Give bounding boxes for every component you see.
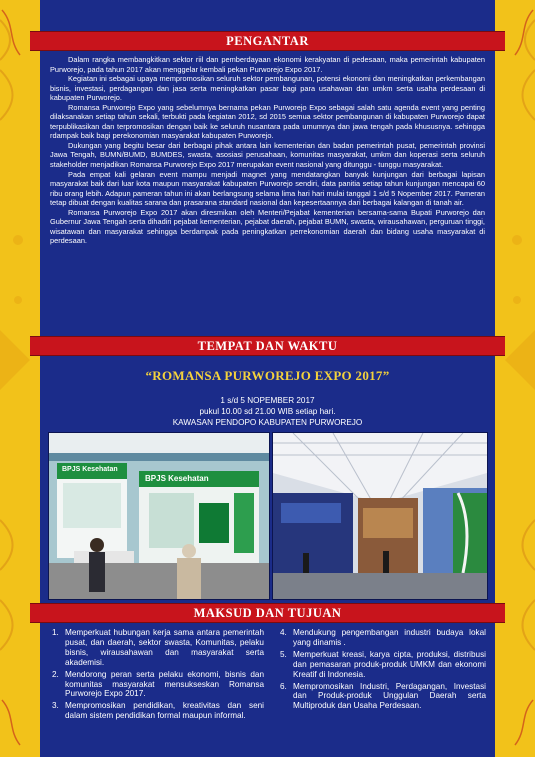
objectives-left-list <box>52 628 264 723</box>
pengantar-paragraph: Dukungan yang begitu besar dari berbagai pihak antara lain kementerian dan badan pemerintah pusat, pemerintah provinsi Jawa Tengah, BUMN/BUMD, BUMDES, swasta, asosiasi perusahaan, komunitas masyarakat, umkm dan koperasi serta seluruh stakeholder menjadikan Romansa Purworejo Expo 2017 merupakan event nasional yang ditunggu - tunggu masyarakat. <box>50 140 485 170</box>
booth-sign-left: BPJS Kesehatan <box>62 466 118 473</box>
photo-bpjs-booth <box>48 432 270 600</box>
pengantar-paragraph: Dalam rangka membangkitkan sektor riil dan pemberdayaan ekonomi kerakyatan di pedesaan, maka pemerintah kabupaten Purworejo, pada tahun 2017 akan menggelar kembali pekan Purworejo Expo 2017. <box>50 55 485 74</box>
pengantar-paragraph: Kegiatan ini sebagai upaya mempromosikan seluruh sektor pembangunan, potensi ekonomi dan meningkatkan perkembangan bisnis, investasi, perdagangan dan jasa serta meningkatkan pasar bagi para usahawan dan umkm serta usaha perdesaan di kabupaten Purworejo. <box>50 74 485 103</box>
section-heading-pengantar: PENGANTAR <box>30 31 505 51</box>
list-text: Memperkuat kreasi, karya cipta, produksi, distribusi dan pemasaran produk-produk UMKM dan ekonomi Kreatif di Indonesia. <box>293 649 486 679</box>
list-text: Mempromosikan pendidikan, kreativitas dan seni dalam sistem pendidikan formal maupun informal. <box>65 701 264 721</box>
event-time: pukul 10.00 sd 21.00 WIB setiap hari. <box>199 407 336 416</box>
list-item <box>280 650 486 680</box>
pengantar-body <box>50 55 485 246</box>
list-item <box>52 701 264 721</box>
booth-sign-right: BPJS Kesehatan <box>145 474 209 483</box>
list-number: 1. <box>52 628 59 637</box>
booth-illustration <box>49 433 269 599</box>
event-date: 1 s/d 5 NOPEMBER 2017 <box>220 396 315 405</box>
event-venue: KAWASAN PENDOPO KABUPATEN PURWOREJO <box>172 418 363 427</box>
list-text: Mempromosikan Industri, Perdagangan, Investasi dan Produk-produk Unggulan Daerah serta Multiproduk dan Usaha Perdesaan. <box>293 681 486 711</box>
event-title: “ROMANSA PURWOREJO EXPO 2017” <box>145 368 390 383</box>
photo-exhibition-tent <box>272 432 488 600</box>
pengantar-paragraph: Romansa Purworejo Expo yang sebelumnya bernama pekan Purworejo Expo sebagai salah satu agenda event yang penting dilaksanakan setiap tahun sekali, terbukti pada kegiatan 2012, sd 2015 semua sektor pembangunan di kabupaten Purworejo dapat terpublikasikan dan terpromosikan dengan baik ke seluruh nusantara pada umumnya dan jawa tengah pada khususnya. sehingga rdampak baik bagi perekonomian masyarakat kabupaten Purworejo. <box>50 102 485 141</box>
list-item <box>280 628 486 648</box>
list-number: 3. <box>52 701 59 711</box>
list-number: 5. <box>280 649 287 659</box>
list-number: 2. <box>52 669 59 679</box>
objectives-right-list <box>280 628 486 713</box>
list-number: 4. <box>280 628 287 637</box>
section-heading-maksud-tujuan: MAKSUD DAN TUJUAN <box>30 603 505 623</box>
section-heading-tempat-waktu: TEMPAT DAN WAKTU <box>30 336 505 356</box>
list-item <box>52 670 264 700</box>
list-text: Mendorong peran serta pelaku ekonomi, bisnis dan komunitas masyarakat mensukseskan Romansa Purworejo Expo 2017. <box>65 669 264 699</box>
list-text: Mendukung pengembangan industri budaya lokal yang dinamis . <box>293 628 486 647</box>
list-number: 6. <box>280 681 287 691</box>
list-item <box>52 628 264 668</box>
pengantar-paragraph: Romansa Purworejo Expo 2017 akan diresmikan oleh Menteri/Pejabat kementerian bersama-sama Bupati Purworejo dan Gubernur Jawa Tengah serta dihadiri pejabat kementerian, pejabat daerah, pejabat BUMN, swasta, wirausahawan, perguruan tinggi, wisatawan dan masyarakat sehingga berdampak pada peningkatkan perrekonomian daerah dan bidang usaha masyarakat di perdesaan. <box>50 207 485 246</box>
list-text: Memperkuat hubungan kerja sama antara pemerintah pusat, dan daerah, sektor swasta, Komunitas, pelaku bisnis, wirausahawan dan masyarakat serta akademisi. <box>65 628 264 667</box>
list-item <box>280 682 486 712</box>
pengantar-paragraph: Pada empat kali gelaran event mampu menjadi magnet yang mendatangkan banyak kunjungan dari berbagai lapisan masyarakat baik dari luar kota maupun masyarakat kabupaten Purworejo sendiri, data panitia setiap tahun kunjungan mencapai 60 ribu orang lebih. Adapun pameran tahun ini akan berlangsung selama lima hari hari mulai tanggal 1 s/d 5 Nopember 2017. Pameran tetap dibuat dengan kualitas sarana dan prasarana standard nasional dan kepesertaannya dari berbagai kalangan di tanah air. <box>50 169 485 208</box>
tent-illustration <box>273 433 487 599</box>
